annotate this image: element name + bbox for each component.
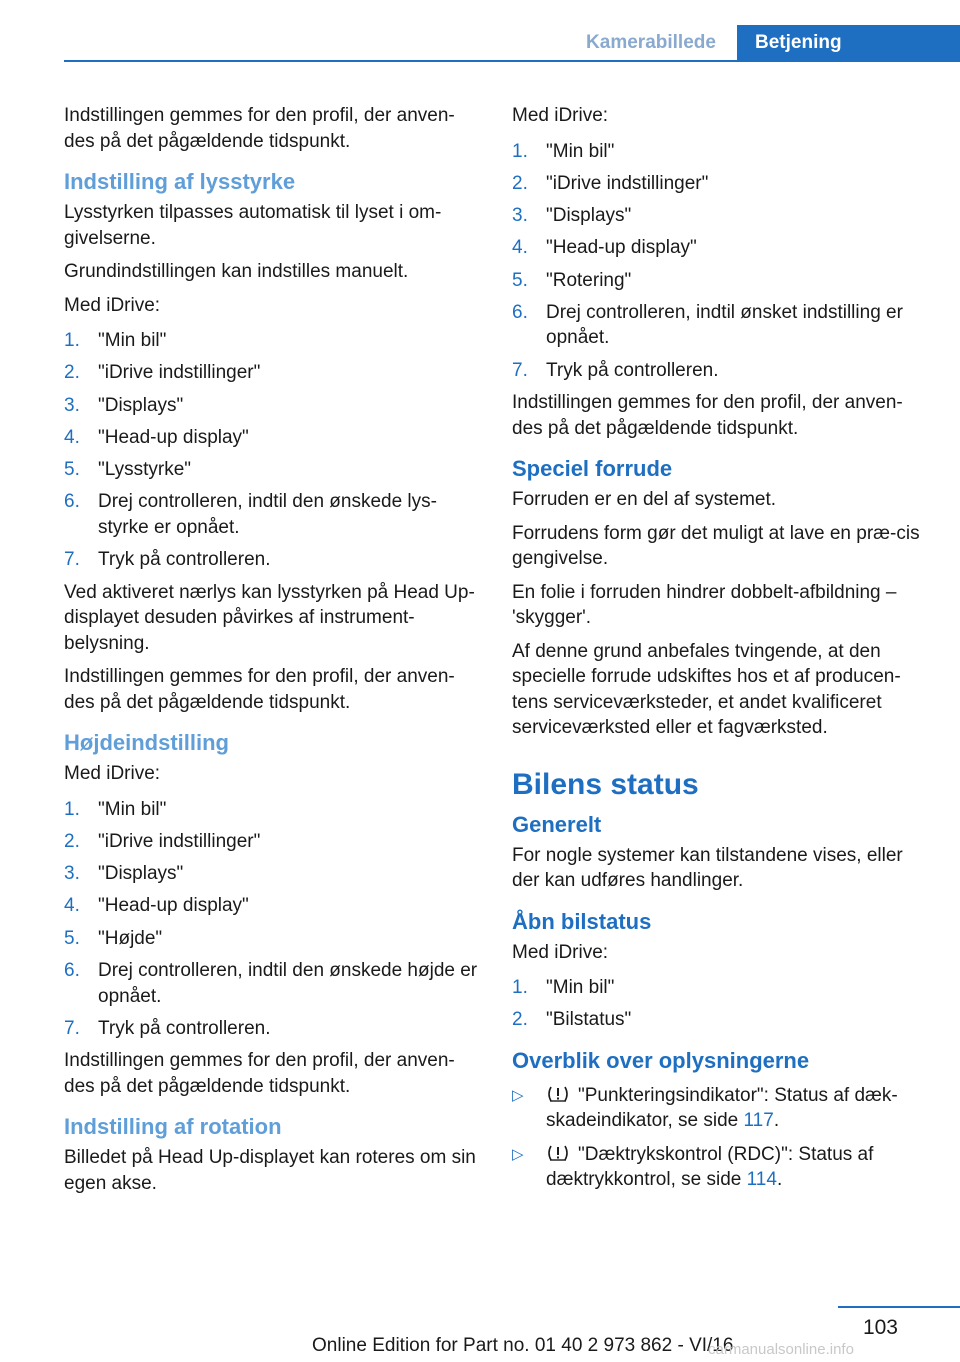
tire-warning-icon bbox=[546, 1143, 570, 1163]
paragraph: Med iDrive: bbox=[512, 105, 609, 126]
step-number: 4. bbox=[64, 426, 80, 448]
heading-rotation: Indstilling af rotation bbox=[64, 1114, 282, 1140]
step-text: Drej controlleren, indtil ønsket indstilling er opnået. bbox=[546, 301, 903, 349]
paragraph: Med iDrive: bbox=[64, 763, 161, 785]
step-number: 4. bbox=[64, 895, 80, 917]
watermark: carmanualsonline.info bbox=[708, 1341, 854, 1358]
step-text: "Min bil" bbox=[546, 140, 615, 162]
list-item bbox=[512, 171, 927, 197]
step-number: 6. bbox=[64, 491, 80, 513]
step-number: 2. bbox=[512, 172, 528, 194]
steps-bilstatus bbox=[512, 975, 927, 1033]
step-text: Tryk på controlleren. bbox=[546, 359, 719, 381]
triangle-right-icon: ▷ bbox=[512, 1145, 524, 1163]
list-item bbox=[512, 1083, 927, 1134]
list-item bbox=[512, 235, 927, 261]
paragraph: Af denne grund anbefales tvingende, at den specielle forrude udskiftes hos et af producen‐tens serviceværksteder, et andet kvalificeret serviceværksted eller et fagværksted. bbox=[512, 640, 901, 739]
edition-text: Online Edition for Part no. 01 40 2 973 862 - VI/16 bbox=[312, 1335, 734, 1356]
bullet-text: "Punkteringsindikator": Status af dæk‐skadeindikator, se side bbox=[546, 1084, 898, 1132]
step-number: 1. bbox=[512, 977, 528, 999]
list-item bbox=[512, 975, 927, 1001]
paragraph: Ved aktiveret nærlys kan lysstyrken på Head Up-displayet desuden påvirkes af instrument‐belysning. bbox=[64, 581, 475, 654]
step-text: Tryk på controlleren. bbox=[98, 1017, 271, 1039]
paragraph: Forrudens form gør det muligt at lave en præ‐cis gengivelse. bbox=[512, 522, 920, 570]
bullet-text: "Dæktrykskontrol (RDC)": Status af dæktrykkontrol, se side bbox=[546, 1143, 874, 1191]
bullet-end: . bbox=[776, 1169, 783, 1191]
info-list bbox=[512, 1083, 927, 1193]
step-text: "iDrive indstillinger" bbox=[98, 830, 261, 852]
heading-bilens-status: Bilens status bbox=[512, 767, 699, 801]
list-item bbox=[512, 203, 927, 229]
list-item bbox=[64, 393, 478, 419]
paragraph: For nogle systemer kan tilstandene vises, eller der kan udføres handlinger. bbox=[512, 844, 903, 892]
paragraph: Billedet på Head Up-displayet kan roteres om sin egen akse. bbox=[64, 1147, 476, 1194]
list-item bbox=[64, 829, 478, 855]
step-number: 1. bbox=[64, 798, 80, 820]
step-text: "Head-up display" bbox=[98, 426, 249, 448]
paragraph: Forruden er en del af systemet. bbox=[512, 489, 777, 511]
list-item bbox=[64, 328, 478, 354]
page-link[interactable]: 117 bbox=[743, 1110, 774, 1132]
step-text: "Displays" bbox=[546, 205, 632, 227]
section-tab[interactable]: Kamerabillede bbox=[586, 32, 716, 53]
step-text: "Lysstyrke" bbox=[98, 459, 192, 481]
heading-aabn-bilstatus: Åbn bilstatus bbox=[512, 908, 652, 934]
step-text: "iDrive indstillinger" bbox=[546, 172, 709, 194]
step-text: Tryk på controlleren. bbox=[98, 549, 271, 571]
step-number: 2. bbox=[64, 830, 80, 852]
list-item bbox=[64, 893, 478, 919]
step-text: "iDrive indstillinger" bbox=[98, 362, 261, 384]
page-link[interactable]: 114 bbox=[746, 1169, 777, 1191]
steps-rotering bbox=[512, 139, 927, 384]
step-number: 2. bbox=[64, 362, 80, 384]
heading-generelt: Generelt bbox=[512, 811, 602, 837]
paragraph: Med iDrive: bbox=[64, 294, 161, 316]
list-item bbox=[512, 358, 927, 384]
list-item bbox=[512, 1142, 927, 1193]
page-header bbox=[0, 25, 960, 61]
step-number: 6. bbox=[512, 301, 528, 323]
footer-rule bbox=[838, 1306, 960, 1308]
bullet-end: . bbox=[773, 1110, 780, 1132]
paragraph: Indstillingen gemmes for den profil, der anven‐des på det pågældende tidspunkt. bbox=[512, 392, 903, 439]
steps-lysstyrke bbox=[64, 328, 478, 573]
step-text: "Rotering" bbox=[546, 269, 632, 291]
step-text: "Min bil" bbox=[98, 330, 167, 351]
paragraph: Indstillingen gemmes for den profil, der anven‐des på det pågældende tidspunkt. bbox=[64, 666, 455, 713]
list-item bbox=[64, 457, 478, 483]
heading-forrude: Speciel forrude bbox=[512, 456, 673, 482]
list-item bbox=[64, 360, 478, 386]
heading-lysstyrke: Indstilling af lysstyrke bbox=[64, 169, 296, 194]
step-text: "Head-up display" bbox=[546, 237, 697, 259]
step-text: "Displays" bbox=[98, 394, 184, 416]
intro-paragraph: Indstillingen gemmes for den profil, der anven‐des på det pågældende tidspunkt. bbox=[64, 105, 455, 152]
paragraph: Med iDrive: bbox=[512, 941, 609, 963]
step-number: 4. bbox=[512, 237, 528, 259]
step-number: 5. bbox=[64, 459, 80, 481]
step-number: 5. bbox=[64, 927, 80, 949]
list-item bbox=[64, 797, 478, 823]
list-item bbox=[512, 268, 927, 294]
page-number: 103 bbox=[862, 1316, 898, 1339]
step-number: 3. bbox=[64, 394, 80, 416]
step-text: "Bilstatus" bbox=[546, 1009, 632, 1031]
step-number: 7. bbox=[64, 549, 80, 571]
step-number: 3. bbox=[512, 205, 528, 227]
steps-hoejde bbox=[64, 797, 478, 1042]
step-number: 5. bbox=[512, 269, 528, 291]
step-text: "Displays" bbox=[98, 863, 184, 885]
tire-warning-icon bbox=[546, 1084, 570, 1104]
list-item bbox=[64, 489, 478, 540]
list-item bbox=[64, 425, 478, 451]
heading-overblik: Overblik over oplysningerne bbox=[512, 1047, 810, 1073]
step-text: "Min bil" bbox=[546, 977, 615, 999]
step-text: "Højde" bbox=[98, 927, 163, 949]
list-item bbox=[512, 1007, 927, 1033]
step-text: "Min bil" bbox=[98, 798, 167, 820]
paragraph: En folie i forruden hindrer dobbelt-afbildning – 'skygger'. bbox=[512, 581, 897, 629]
heading-hoejde: Højdeindstilling bbox=[64, 730, 229, 756]
step-number: 3. bbox=[64, 863, 80, 885]
list-item bbox=[64, 861, 478, 887]
list-item bbox=[64, 1016, 478, 1042]
header-rule bbox=[64, 60, 960, 62]
list-item bbox=[64, 547, 478, 573]
step-number: 2. bbox=[512, 1009, 528, 1031]
list-item bbox=[512, 300, 927, 351]
step-number: 6. bbox=[64, 960, 80, 982]
step-text: Drej controlleren, indtil den ønskede lys‐styrke er opnået. bbox=[98, 491, 437, 538]
triangle-right-icon: ▷ bbox=[512, 1086, 524, 1104]
step-text: Drej controlleren, indtil den ønskede højde er opnået. bbox=[98, 960, 478, 1007]
list-item bbox=[64, 958, 478, 1009]
step-number: 7. bbox=[64, 1017, 80, 1039]
right-column bbox=[512, 103, 927, 1201]
step-number: 7. bbox=[512, 359, 528, 381]
left-column bbox=[64, 103, 478, 1204]
step-text: "Head-up display" bbox=[98, 895, 249, 917]
list-item bbox=[64, 926, 478, 952]
step-number: 1. bbox=[64, 330, 80, 351]
paragraph: Lysstyrken tilpasses automatisk til lyset i om‐givelserne. bbox=[64, 202, 442, 249]
paragraph: Grundindstillingen kan indstilles manuelt. bbox=[64, 261, 409, 282]
paragraph: Indstillingen gemmes for den profil, der anven‐des på det pågældende tidspunkt. bbox=[64, 1050, 455, 1097]
step-number: 1. bbox=[512, 140, 528, 162]
list-item bbox=[512, 139, 927, 165]
chapter-tab[interactable]: Betjening bbox=[737, 25, 960, 61]
